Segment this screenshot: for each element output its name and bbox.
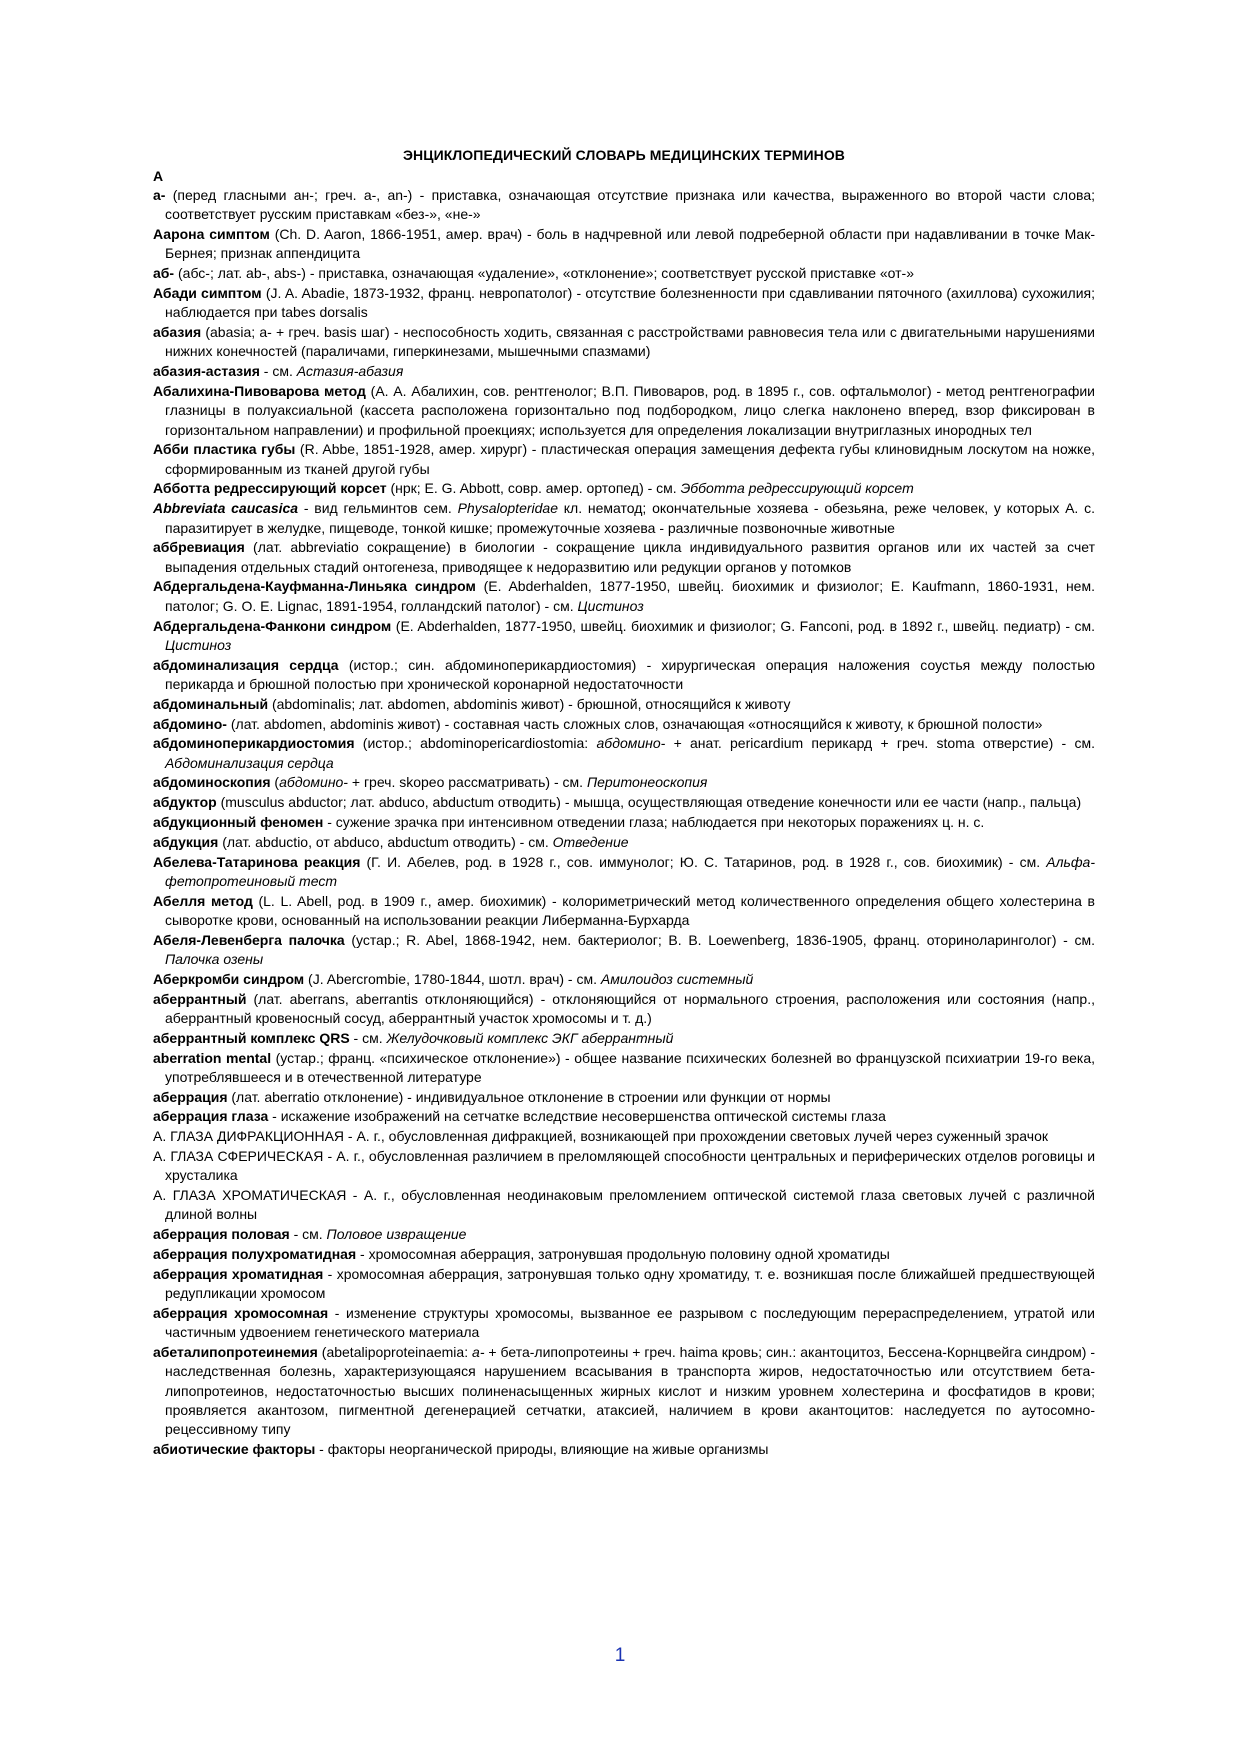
dictionary-entry (153, 225, 1095, 264)
entry-definition: - хромосомная аберрация, затронувшая продольную половину одной хроматиды (356, 1246, 890, 1263)
entry-definition: (лат. abductio, от abduco, abductum отводить) - см. (218, 833, 553, 850)
entry-term: аберрантный (153, 990, 247, 1007)
entry-reference: Отведение (552, 833, 629, 850)
entry-subterm: А. ГЛАЗА СФЕРИЧЕСКАЯ (153, 1148, 324, 1165)
entry-term: абдукция (153, 833, 219, 850)
dictionary-entry (153, 186, 1095, 225)
entry-reference: Абдоминализация сердца (165, 754, 334, 771)
entry-definition: (musculus abductor; лат. abduco, abductum отводить) - мышца, осуществляющая отведение конечности или ее части (напр., пальца) (216, 794, 1082, 811)
entry-definition: (L. L. Abell, род. в 1909 г., амер. биохимик) - колориметрический метод количественного определения общего холестерина в сыворотке крови, основанный на использовании реакции Либерманна-Бурхарда (165, 892, 1095, 928)
dictionary-entry (153, 1186, 1095, 1225)
entry-subterm: А. ГЛАЗА ХРОМАТИЧЕСКАЯ (153, 1187, 347, 1204)
section-letter: А (153, 168, 164, 184)
entry-definition: - изменение структуры хромосомы, вызванное ее разрывом с последующим перераспределением, утратой или частичным удвоением генетического материала (165, 1304, 1095, 1341)
dictionary-entry (153, 323, 1095, 362)
entry-definition: - сужение зрачка при интенсивном отведении глаза; наблюдается при некоторых поражениях ц. н. с. (323, 814, 985, 830)
entry-definition: (истор.; син. абдоминоперикардиостомия) - хирургическая операция наложения соустья между полостью перикарда и брюшной полостью при хронической коронарной недостаточности (165, 656, 1095, 692)
entry-reference: абдомино- (596, 735, 666, 752)
entry-reference: Цистиноз (577, 597, 644, 614)
dictionary-entry (153, 853, 1095, 892)
entry-term: Абалихина-Пивоварова метод (153, 382, 366, 399)
dictionary-entry (153, 1245, 1095, 1264)
entry-term: аберрация хроматидная (153, 1265, 324, 1282)
entry-definition: (устар.; R. Abel, 1868-1942, нем. бактериолог; B. B. Loewenberg, 1836-1905, франц. оториноларинголог) - см. (344, 931, 1095, 948)
entry-term: абдоминализация сердца (153, 656, 339, 673)
entry-term: Абботта редрессирующий корсет (153, 480, 387, 497)
entry-term: абдуктор (153, 794, 217, 811)
entry-definition: - А. г., обусловленная дифракцией, возникающей при прохождении световых лучей через суженный зрачок (344, 1128, 1048, 1145)
entry-term: абазия-астазия (153, 363, 260, 380)
entry-definition: (нрк; E. G. Abbott, совр. амер. ортопед) - см. (386, 480, 681, 497)
dictionary-entry (153, 1088, 1095, 1107)
entry-definition: (abetalipoproteinaemia: (317, 1344, 473, 1361)
dictionary-entry (153, 892, 1095, 931)
entry-term: Абдергальдена-Фанкони синдром (153, 617, 392, 634)
dictionary-entry (153, 773, 1095, 792)
entry-definition-continued: кл. нематод; окончательные хозяева - обезьяна, реже человек, у которых А. с. паразитирует в желудке, пищеводе, тонкой кишке; промежуточные хозяева - различные позвоночные животные (165, 500, 1095, 536)
entry-term: абдомино- (153, 715, 227, 732)
dictionary-entry (153, 284, 1095, 323)
entry-term: Абдергальдена-Кауфманна-Линьяка синдром (153, 578, 476, 595)
entry-definition: - А. г., обусловленная различием в преломляющей способности центральных и периферических отделов роговицы и хрусталика (165, 1148, 1096, 1184)
dictionary-entry (153, 813, 1095, 832)
entry-term: абеталипопротеинемия (153, 1344, 318, 1361)
entry-term: аб- (153, 265, 175, 282)
dictionary-entry (153, 1127, 1095, 1146)
entry-term: Аарона симптом (153, 226, 270, 243)
entry-definition: (устар.; франц. «психическое отклонение») - общее название психических болезней во французской психиатрии 19-го века, употреблявшееся и в отечественной литературе (165, 1049, 1095, 1085)
entry-term: аббревиация (153, 539, 245, 556)
dictionary-entry (153, 695, 1095, 714)
entry-term: а- (153, 187, 166, 203)
dictionary-entry (153, 1343, 1095, 1439)
dictionary-entry (153, 1225, 1095, 1244)
dictionary-entry (153, 499, 1095, 538)
dictionary-entry (153, 1304, 1095, 1343)
entry-definition: (abasia; а- + греч. basis шаг) - неспособность ходить, связанная с расстройствами равновесия тела или с двигательными нарушениями нижних конечностей (параличами, гиперкинезами, мышечными спазмами) (165, 324, 1095, 360)
dictionary-entry (153, 656, 1095, 695)
entry-term: аберрация полухроматидная (153, 1246, 357, 1263)
dictionary-entry (153, 264, 1095, 283)
dictionary-entry (153, 833, 1095, 852)
entry-definition: (лат. abbreviatio сокращение) в биологии - сокращение цикла индивидуального развития органов или их частей за счет выпадения отдельных стадий онтогенеза, приводящее к недоразвитию или редукции органов у потомков (165, 539, 1095, 575)
dictionary-entry (153, 1440, 1095, 1459)
dictionary-entry (153, 793, 1095, 812)
dictionary-entry (153, 440, 1095, 479)
entry-reference: абдомино- (279, 774, 348, 791)
entry-definition: - см. (289, 1226, 327, 1243)
entry-term: абдоминоскопия (153, 774, 271, 791)
entry-definition: (E. Abderhalden, 1877-1950, швейц. биохимик и физиолог; E. Kaufmann, 1860-1931, нем. патолог; G. O. E. Lignac, 1891-1954, голландский патолог) - см. (165, 578, 1095, 614)
dictionary-entry (153, 715, 1095, 734)
entry-definition: (J. Abercrombie, 1780-1844, шотл. врач) - см. (304, 970, 601, 987)
dictionary-entry (153, 931, 1095, 970)
entry-definition: - А. г., обусловленная неодинаковым преломлением оптической системой глаза световых лучей с различной длиной волны (165, 1187, 1096, 1223)
dictionary-entry (153, 970, 1095, 989)
dictionary-entry (153, 617, 1095, 656)
entry-definition: (E. Abderhalden, 1877-1950, швейц. биохимик и физиолог; G. Fanconi, род. в 1892 г., швейц. педиатр) - см. (391, 617, 1096, 634)
entry-definition: (лат. aberrans, aberrantis отклоняющийся) - отклоняющийся от нормального строения, расположения или состояния (напр., аберрантный кровеносный сосуд, аберрантный участок хромосомы и т. д.) (165, 990, 1095, 1026)
entry-term: абазия (153, 324, 202, 341)
dictionary-entry (153, 1049, 1095, 1088)
dictionary-entry (153, 362, 1095, 381)
entry-term: аберрация (153, 1088, 228, 1105)
entry-term: аберрация хромосомная (153, 1304, 329, 1321)
entry-definition: (истор.; abdominopericardiostomia: (354, 735, 597, 752)
entry-definition: (лат. abdomen, abdominis живот) - составная часть сложных слов, означающая «относящийся к животу, к брюшной полости» (226, 715, 1043, 732)
entry-term: Абеля-Левенберга палочка (153, 931, 345, 948)
entry-term: Abbreviata caucasica (153, 500, 299, 517)
dictionary-entry (153, 1029, 1095, 1048)
entry-definition: (А. А. Абалихин, сов. рентгенолог; В.П. Пивоваров, род. в 1895 г., сов. офтальмолог) - метод рентгенографии глазницы в полуаксиальной (кассета расположена горизонтально под подбородком, лицо слегка наклонено вперед, взор фиксирован в горизонтальном направлении) и профильной проекциях; используется для определения локализации внутриглазных инородных тел (165, 382, 1096, 438)
entry-term: аберрация половая (153, 1226, 290, 1243)
entry-subterm: А. ГЛАЗА ДИФРАКЦИОННАЯ (153, 1128, 345, 1145)
entry-reference: Астазия-абазия (296, 363, 404, 380)
entry-reference: а- (472, 1344, 485, 1361)
entry-term: Абби пластика губы (153, 441, 296, 458)
entry-reference: Амилоидоз системный (600, 970, 754, 987)
entry-definition: (перед гласными ан-; греч. а-, an-) - приставка, означающая отсутствие признака или качества, выраженного во второй части слова; соответствует русским приставкам «без-», «не-» (165, 187, 1095, 223)
entry-definition-continued: + бета-липопротеины + греч. haima кровь; син.: акантоцитоз, Бессена-Корнцвейга синдром) - наследственная болезнь, характеризующаяся нарушением всасывания в транспорта жиров, недостаточностью или отсутствием бета-липопротеинов, недостаточностью высших полиненасыщенных жирных кислот и низким уровнем холестерина и фосфатидов в крови; проявляется акантозом, пигментной дегенерацией сетчатки, атаксией, наличием в крови акантоцитов: наследуется по аутосомно-рецессивному типу (165, 1344, 1095, 1438)
entry-definition-continued: + анат. pericardium перикард + греч. stoma отверстие) - см. (665, 735, 1095, 752)
dictionary-entry (153, 990, 1095, 1029)
entry-definition: (abdominalis; лат. abdomen, abdominis живот) - брюшной, относящийся к животу (268, 695, 791, 712)
entry-reference: Желудочковый комплекс ЭКГ аберрантный (386, 1029, 674, 1046)
entries-list (153, 186, 1095, 1459)
page-content (153, 145, 1095, 1460)
dictionary-entry (153, 538, 1095, 577)
entry-term: абиотические факторы (153, 1441, 316, 1457)
dictionary-entry (153, 479, 1095, 498)
entry-definition: - вид гельминтов сем. (298, 500, 458, 517)
page-number: 1 (614, 1645, 626, 1666)
entry-reference: Палочка озены (165, 951, 264, 968)
entry-term: Аберкромби синдром (153, 970, 305, 987)
entry-term: Абелева-Татаринова реакция (153, 853, 361, 870)
entry-term: абдоминальный (153, 695, 269, 712)
entry-definition: - см. (259, 363, 297, 380)
document-title: ЭНЦИКЛОПЕДИЧЕСКИЙ СЛОВАРЬ МЕДИЦИНСКИХ ТЕРМИНОВ (402, 147, 846, 163)
entry-definition: (J. A. Abadie, 1873-1932, франц. невропатолог) - отсутствие болезненности при сдавливании пяточного (ахиллова) сухожилия; наблюдается при tabes dorsalis (165, 284, 1095, 321)
entry-term: аберрантный комплекс QRS (153, 1029, 350, 1046)
entry-reference: Перитонеоскопия (586, 774, 708, 791)
entry-definition: - факторы неорганической природы, влияющие на живые организмы (315, 1441, 769, 1457)
entry-definition: (R. Abbe, 1851-1928, амер. хирург) - пластическая операция замещения дефекта губы клиновидным лоскутом на ножке, сформированным из тканей другой губы (165, 441, 1095, 477)
dictionary-entry (153, 1107, 1095, 1126)
entry-definition: (Г. И. Абелев, род. в 1928 г., сов. иммунолог; Ю. С. Татаринов, род. в 1928 г., сов. биохимик) - см. (360, 853, 1047, 870)
entry-term: Абелля метод (153, 892, 253, 909)
entry-reference: Альфа-фетопротеиновый тест (165, 853, 1095, 889)
dictionary-entry (153, 1265, 1095, 1304)
entry-definition: (абс-; лат. ab-, abs-) - приставка, означающая «удаление», «отклонение»; соответствует русской приставке «от-» (174, 265, 914, 282)
entry-term: абдоминоперикардиостомия (153, 735, 355, 752)
dictionary-entry (153, 734, 1095, 773)
dictionary-entry (153, 382, 1095, 440)
entry-term: аберрация глаза (153, 1108, 269, 1125)
entry-term: aberration mental (153, 1049, 272, 1066)
entry-definition: - искажение изображений на сетчатке вследствие несовершенства оптической системы глаза (268, 1108, 886, 1125)
entry-definition: (лат. aberratio отклонение) - индивидуальное отклонение в строении или функции от нормы (227, 1088, 831, 1105)
entry-definition: - хромосомная аберрация, затронувшая только одну хроматиду, т. е. возникшая после ближайшей предшествующей редупликации хромосом (165, 1265, 1095, 1302)
dictionary-entry (153, 1147, 1095, 1186)
entry-reference: Цистиноз (165, 636, 232, 653)
entry-definition-continued: + греч. skopeo рассматривать) - см. (347, 774, 587, 791)
dictionary-entry (153, 577, 1095, 616)
entry-definition: (Ch. D. Aaron, 1866-1951, амер. врач) - боль в надчревной или левой подреберной области при надавливании в точке Мак-Бернея; признак аппендицита (165, 226, 1095, 262)
entry-term: Абади симптом (153, 284, 262, 301)
entry-definition: ( (270, 774, 280, 791)
entry-reference: Эбботта редрессирующий корсет (680, 480, 914, 497)
entry-term: абдукционный феномен (153, 814, 324, 830)
entry-definition: - см. (349, 1029, 387, 1046)
entry-reference: Physalopteridae (457, 500, 558, 517)
entry-reference: Половое извращение (326, 1226, 467, 1243)
